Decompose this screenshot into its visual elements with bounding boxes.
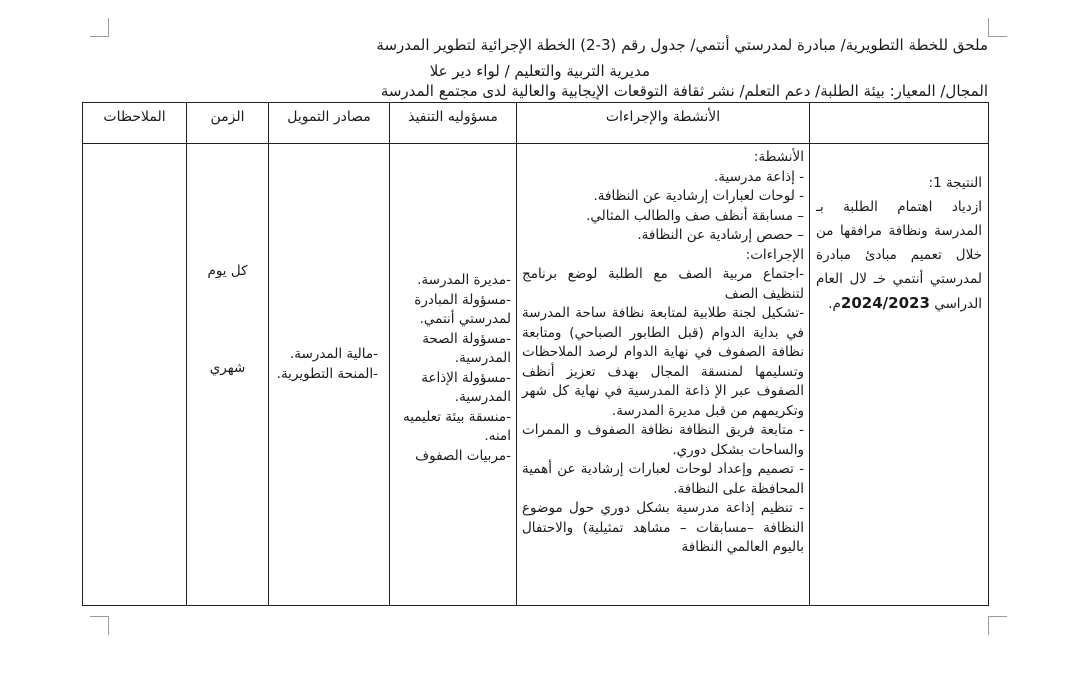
time-monthly: شهري	[209, 359, 246, 376]
procedure-item: - متابعة فريق النظافة نظافة الصفوف و الممرات والساحات بشكل دوري.	[522, 422, 804, 458]
procedure-item: -تشكيل لجنة طلابية لمتابعة نظافة ساحة المدرسة في بداية الدوام (قبل الطابور الصباحي) ومتابعة نظافة الصفوف في نهاية الدوام لرصد الملاحظات وتسليمها لمنسقة المجال بهدف تعزيز أنظف الصفوف عبر الإ ذاعة المدرسية في نهاية كل شهر وتكريمهم من قبل مديرة المدرسة.	[522, 305, 804, 419]
time-daily: كل يوم	[207, 263, 248, 279]
header-notes: الملاحظات	[83, 103, 187, 144]
funding-item: -المنحة التطويرية.	[276, 365, 378, 382]
activity-item: - إذاعة مدرسية.	[713, 168, 804, 185]
header-funding: مصادر التمويل	[269, 103, 390, 144]
result-title: النتيجة 1:	[928, 175, 982, 191]
activity-item: – مسابقة أنظف صف والطالب المثالي.	[586, 207, 804, 224]
responsible-item: -مسؤولة المبادرة لمدرستي أنتمي.	[414, 291, 511, 327]
activities-title: الأنشطة:	[753, 149, 804, 165]
document-title: ملحق للخطة التطويرية/ مبادرة لمدرستي أنتمي/ جدول رقم (3-2) الخطة الإجرائية لتطوير المدرسة	[376, 36, 988, 54]
page-corner-mark-bottom-right	[988, 616, 1007, 635]
procedure-item: -اجتماع مربية الصف مع الطلبة لوضع برنامج لتنظيف الصف	[522, 266, 804, 302]
result-text: ازدياد اهتمام الطلبة بـ المدرسة ونظافة مرافقها من خلال تعميم مبادئ مبادرة لمدرستي أنتمي خـ لال العام الدراسي	[816, 199, 982, 312]
result-suffix: م.	[828, 296, 841, 312]
action-plan-table	[82, 102, 989, 606]
result-cell	[810, 144, 989, 606]
header-time: الزمن	[187, 103, 269, 144]
page-corner-mark-bottom-left	[90, 616, 109, 635]
result-year: 2024/2023	[840, 294, 930, 312]
notes-cell	[83, 144, 187, 606]
responsible-item: -مديرة المدرسة.	[417, 272, 511, 288]
procedures-title: الإجراءات:	[745, 246, 804, 263]
activity-item: - لوحات لعبارات إرشادية عن النظافة.	[593, 188, 804, 204]
header-responsible: مسؤوليه التنفيذ	[390, 103, 517, 144]
responsible-cell	[390, 144, 517, 606]
funding-item: -مالية المدرسة.	[289, 346, 378, 362]
notes-text	[84, 145, 185, 151]
page-corner-mark-top-left	[90, 18, 109, 37]
responsible-item: -مسؤولة الصحة المدرسية.	[422, 330, 511, 366]
activities-cell	[517, 144, 810, 606]
header-result	[810, 103, 989, 144]
procedure-item: - تنظيم إذاعة مدرسية بشكل دوري حول موضوع النظافة –مسابقات – مشاهد تمثيلية) والاحتفال باليوم العالمي النظافة	[522, 500, 804, 555]
header-activities: الأنشطة والإجراءات	[517, 103, 810, 144]
directorate-line: مديرية التربية والتعليم / لواء دير علا	[429, 62, 650, 80]
funding-cell	[269, 144, 390, 606]
procedure-item: - تصميم وإعداد لوحات لعبارات إرشادية عن أهمية المحافظة على النظافة.	[522, 461, 804, 497]
responsible-item: -منسقة بيئة تعليميه امنه.	[403, 408, 511, 444]
table-header-row	[83, 103, 989, 144]
time-cell	[187, 144, 269, 606]
activity-item: – حصص إرشادية عن النظافة.	[637, 227, 804, 243]
responsible-item: -مسؤولة الإذاعة المدرسية.	[421, 369, 511, 405]
page-corner-mark-top-right	[988, 18, 1007, 37]
table-row	[83, 144, 989, 606]
domain-standard-line: المجال/ المعيار: بيئة الطلبة/ دعم التعلم/ نشر ثقافة التوقعات الإيجابية والعالية لدى مجتمع المدرسة	[380, 82, 988, 100]
responsible-item: -مربيات الصفوف	[415, 447, 511, 464]
